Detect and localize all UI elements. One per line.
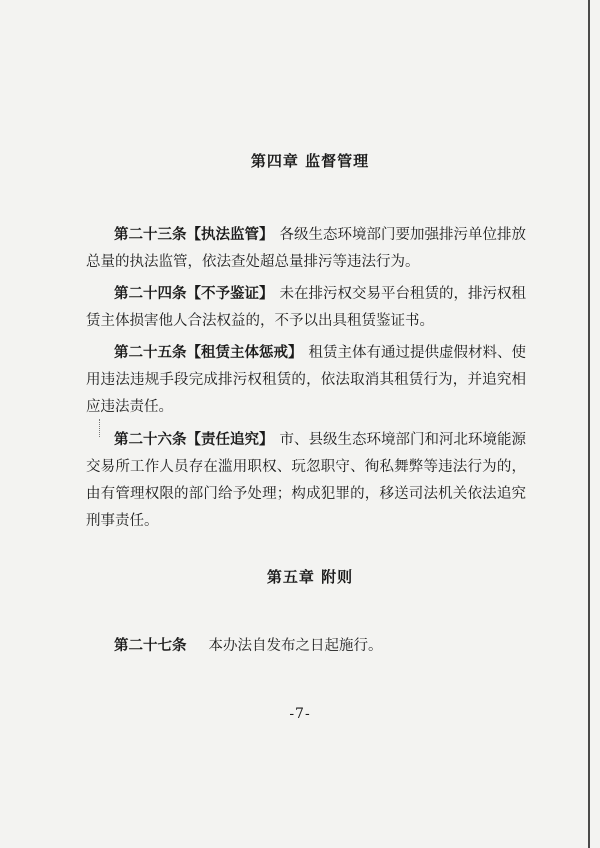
article-26-label: 第二十六条【责任追究】 <box>114 432 274 448</box>
article-25 <box>86 340 526 421</box>
article-24-label: 第二十四条【不予鉴证】 <box>114 286 274 302</box>
article-24-text: 未在排污权交易平台租赁的，排污权租赁主体损害他人合法权益的，不予以出具租赁鉴证书。 <box>86 286 526 329</box>
page-number: -7- <box>289 706 311 722</box>
article-26-text: 市、县级生态环境部门和河北环境能源交易所工作人员存在滥用职权、玩忽职守、徇私舞弊等违法行为的，由有管理权限的部门给予处理；构成犯罪的，移送司法机关依法追究刑事责任。 <box>86 432 526 529</box>
article-27-text: 本办法自发布之日起施行。 <box>208 638 383 654</box>
article-27 <box>114 633 383 660</box>
article-24 <box>86 281 526 335</box>
article-25-text: 租赁主体有通过提供虚假材料、使用违法违规手段完成排污权租赁的，依法取消其租赁行为，并追究相应违法责任。 <box>86 345 526 415</box>
scan-edge-line <box>588 0 590 848</box>
article-23-text: 各级生态环境部门要加强排污单位排放总量的执法监管，依法查处超总量排污等违法行为。 <box>86 227 526 270</box>
article-23-label: 第二十三条【执法监管】 <box>114 227 274 243</box>
article-23 <box>86 222 526 276</box>
article-26 <box>86 427 526 535</box>
chapter-4-heading: 第四章 监督管理 <box>250 152 370 170</box>
article-27-label: 第二十七条 <box>114 638 187 654</box>
chapter-5-heading: 第五章 附则 <box>266 568 354 586</box>
article-25-label: 第二十五条【租赁主体惩戒】 <box>114 345 303 361</box>
